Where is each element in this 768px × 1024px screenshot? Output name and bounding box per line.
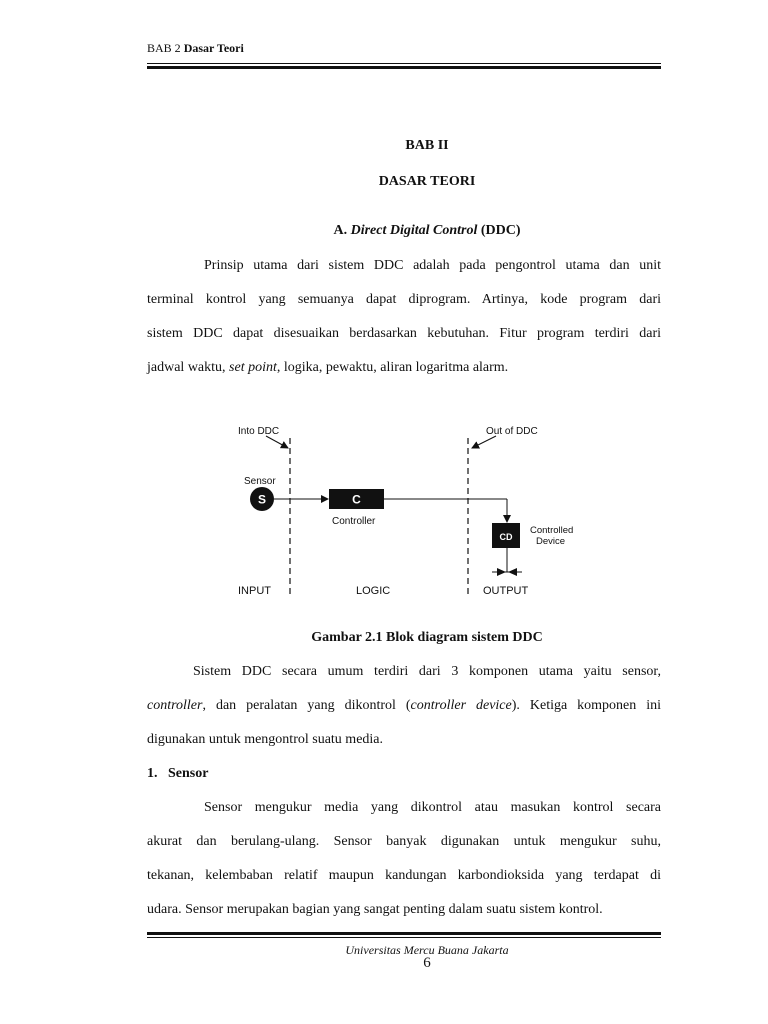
- paragraph-line: Prinsip utama dari sistem DDC adalah pada pengontrol utama dan unit: [204, 258, 661, 273]
- text-run-italic: set point: [229, 360, 277, 375]
- paragraph-line: [147, 689, 661, 723]
- ddc-block-diagram: [226, 418, 578, 603]
- figure-caption: Gambar 2.1 Blok diagram sistem DDC: [311, 630, 543, 645]
- subsection-number: 1.: [147, 766, 158, 781]
- out-of-ddc-label: Out of DDC: [486, 426, 538, 437]
- paragraph-line: akurat dan berulang-ulang. Sensor banyak digunakan untuk mengukur suhu,: [147, 834, 661, 849]
- input-zone-label: INPUT: [238, 585, 271, 597]
- footer-university: Universitas Mercu Buana Jakarta: [345, 943, 509, 957]
- sensor-symbol: S: [257, 492, 267, 507]
- controller-symbol: C: [352, 492, 361, 507]
- paragraph-ddc-components: [147, 655, 661, 757]
- section-title-rest: (DDC): [480, 223, 521, 238]
- paragraph-line: digunakan untuk mengontrol suatu media.: [147, 732, 384, 747]
- controller-label: Controller: [332, 516, 376, 527]
- paragraph-line: Sistem DDC secara umum terdiri dari 3 komponen utama yaitu sensor,: [193, 664, 661, 679]
- paragraph-sensor: [147, 791, 661, 927]
- device-label-line2: Device: [536, 536, 566, 547]
- header-rule-thick: [147, 66, 661, 69]
- section-heading: [147, 223, 661, 239]
- subsection-heading: [147, 766, 208, 782]
- page-number: 6: [423, 955, 431, 971]
- paragraph-ddc-intro: [147, 249, 661, 385]
- text-run-italic: controller: [147, 698, 203, 713]
- text-run: , dan peralatan yang dikontrol (: [202, 698, 411, 713]
- device-symbol: CD: [499, 532, 513, 542]
- text-run: ). Ketiga komponen ini: [511, 698, 661, 713]
- header-title: Dasar Teori: [183, 41, 244, 55]
- text-run-italic: controller device: [410, 698, 512, 713]
- paragraph-line: tekanan, kelembaban relatif maupun kandungan karbondioksida yang terdapat di: [147, 868, 661, 883]
- sensor-label: Sensor: [244, 476, 276, 487]
- running-header: [147, 41, 244, 56]
- text-run: , logika, pewaktu, aliran logaritma alarm.: [276, 360, 509, 375]
- footer-rule-thick: [147, 932, 661, 935]
- logic-zone-label: LOGIC: [356, 585, 391, 597]
- paragraph-line: sistem DDC dapat disesuaikan berdasarkan kebutuhan. Fitur program terdiri dari: [147, 326, 661, 341]
- output-zone-label: OUTPUT: [483, 585, 529, 597]
- paragraph-line: udara. Sensor merupakan bagian yang sangat penting dalam suatu sistem kontrol.: [147, 902, 603, 917]
- actuator-left-triangle: [497, 568, 506, 576]
- header-rule-thin: [147, 63, 661, 64]
- header-chapter: BAB 2: [147, 41, 181, 55]
- paragraph-line: Sensor mengukur media yang dikontrol atau masukan kontrol secara: [204, 800, 661, 815]
- section-title-italic: Direct Digital Control: [350, 223, 478, 238]
- section-number: A.: [333, 223, 348, 238]
- text-run: jadwal waktu,: [147, 360, 230, 375]
- out-of-ddc-arrow: [472, 436, 496, 448]
- paragraph-line: [147, 351, 661, 385]
- footer-rule-thin: [147, 937, 661, 938]
- into-ddc-label: Into DDC: [238, 426, 280, 437]
- actuator-right-triangle: [508, 568, 517, 576]
- subsection-title: Sensor: [168, 766, 209, 781]
- chapter-label: BAB II: [405, 138, 449, 153]
- device-label-line1: Controlled: [530, 525, 574, 536]
- into-ddc-arrow: [266, 436, 288, 448]
- paragraph-line: terminal kontrol yang semuanya dapat diprogram. Artinya, kode program dari: [147, 292, 661, 307]
- chapter-title: DASAR TEORI: [378, 174, 476, 189]
